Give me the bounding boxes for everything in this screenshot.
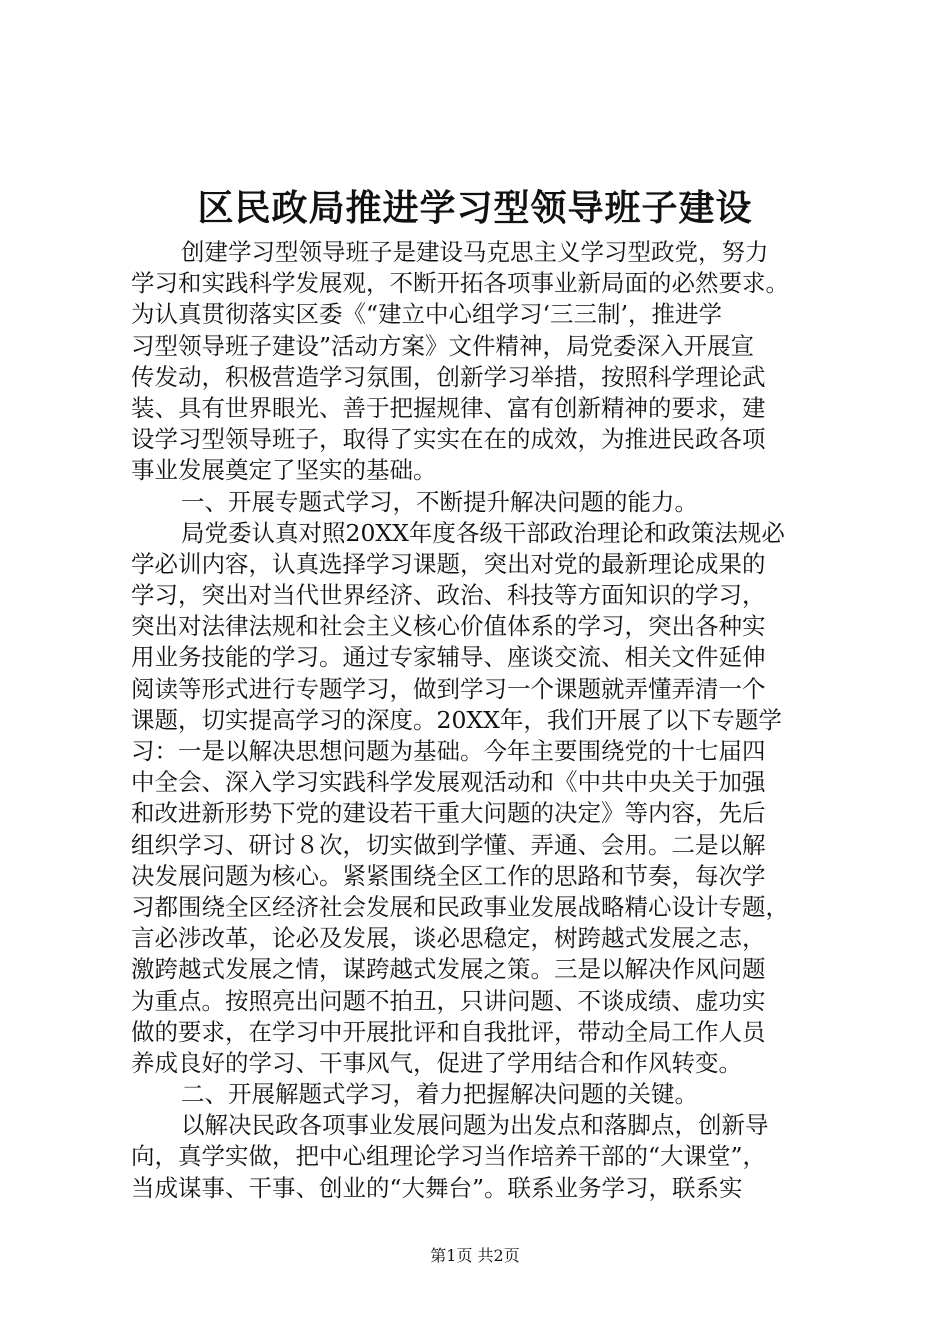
section-heading-text: 二、开展解题式学习，着力把握解决问题的关键。 [181, 1080, 698, 1109]
text-line: 中全会、深入学习实践科学发展观活动和《中共中央关于加强 [131, 768, 766, 797]
section-heading-1 [131, 487, 861, 518]
text-line: 做的要求，在学习中开展批评和自我批评，带动全局工作人员 [131, 1017, 766, 1046]
text-line: 阅读等形式进行专题学习，做到学习一个课题就弄懂弄清一个 [131, 674, 766, 703]
text-line: 和改进新形势下党的建设若干重大问题的决定》等内容，先后 [131, 799, 766, 828]
text-line: 习都围绕全区经济社会发展和民政事业发展战略精心设计专题， [131, 892, 789, 921]
text-line: 局党委认真对照20XX年度各级干部政治理论和政策法规必 [181, 518, 785, 547]
text-line: 当成谋事、干事、创业的“大舞台”。联系业务学习，联系实 [131, 1173, 743, 1202]
text-line: 学习，突出对当代世界经济、政治、科技等方面知识的学习， [131, 581, 766, 610]
text-line: 学必训内容，认真选择学习课题，突出对党的最新理论成果的 [131, 549, 766, 578]
text-line: 向，真学实做，把中心组理论学习当作培养干部的“大课堂”， [131, 1142, 767, 1171]
paragraph-section-2 [131, 1110, 861, 1204]
text-line: 养成良好的学习、干事风气，促进了学用结合和作风转变。 [131, 1048, 742, 1077]
text-line: 传发动，积极营造学习氛围，创新学习举措，按照科学理论武 [131, 362, 766, 391]
section-heading-2 [131, 1079, 861, 1110]
paragraph-intro [131, 237, 861, 487]
text-line: 装、具有世界眼光、善于把握规律、富有创新精神的要求，建 [131, 393, 766, 422]
document-title: 区民政局推进学习型领导班子建设 [197, 187, 753, 229]
text-line: 激跨越式发展之情，谋跨越式发展之策。三是以解决作风问题 [131, 955, 766, 984]
text-line: 用业务技能的学习。通过专家辅导、座谈交流、相关文件延伸 [131, 643, 766, 672]
text-line: 事业发展奠定了坚实的基础。 [131, 456, 437, 485]
text-line: 学习和实践科学发展观，不断开拓各项事业新局面的必然要求。 [131, 269, 789, 298]
text-line: 以解决民政各项事业发展问题为出发点和落脚点，创新导 [181, 1111, 769, 1140]
text-line: 习：一是以解决思想问题为基础。今年主要围绕党的十七届四 [131, 737, 766, 765]
page-number-footer: 第1页 共2页 [430, 1246, 520, 1265]
text-line: 课题，切实提高学习的深度。20XX年，我们开展了以下专题学 [131, 705, 782, 734]
document-body [131, 237, 861, 1204]
text-line: 习型领导班子建设”活动方案》文件精神，局党委深入开展宣 [131, 331, 755, 360]
text-line: 决发展问题为核心。紧紧围绕全区工作的思路和节奏，每次学 [131, 861, 766, 890]
text-line: 为认真贯彻落实区委《“建立中心组学习‘三三制’，推进学 [131, 300, 722, 329]
text-line: 言必涉改革，论必及发展，谈必思稳定，树跨越式发展之志， [131, 924, 766, 953]
section-heading-text: 一、开展专题式学习，不断提升解决问题的能力。 [181, 487, 698, 516]
text-line: 突出对法律法规和社会主义核心价值体系的学习，突出各种实 [131, 612, 766, 641]
paragraph-section-1 [131, 518, 861, 1079]
text-line: 为重点。按照亮出问题不拍丑，只讲问题、不谈成绩、虚功实 [131, 986, 766, 1015]
text-line: 组织学习、研讨８次，切实做到学懂、弄通、会用。二是以解 [131, 830, 766, 859]
text-line: 创建学习型领导班子是建设马克思主义学习型政党，努力 [181, 238, 769, 266]
text-line: 设学习型领导班子，取得了实实在在的成效，为推进民政各项 [131, 425, 766, 454]
